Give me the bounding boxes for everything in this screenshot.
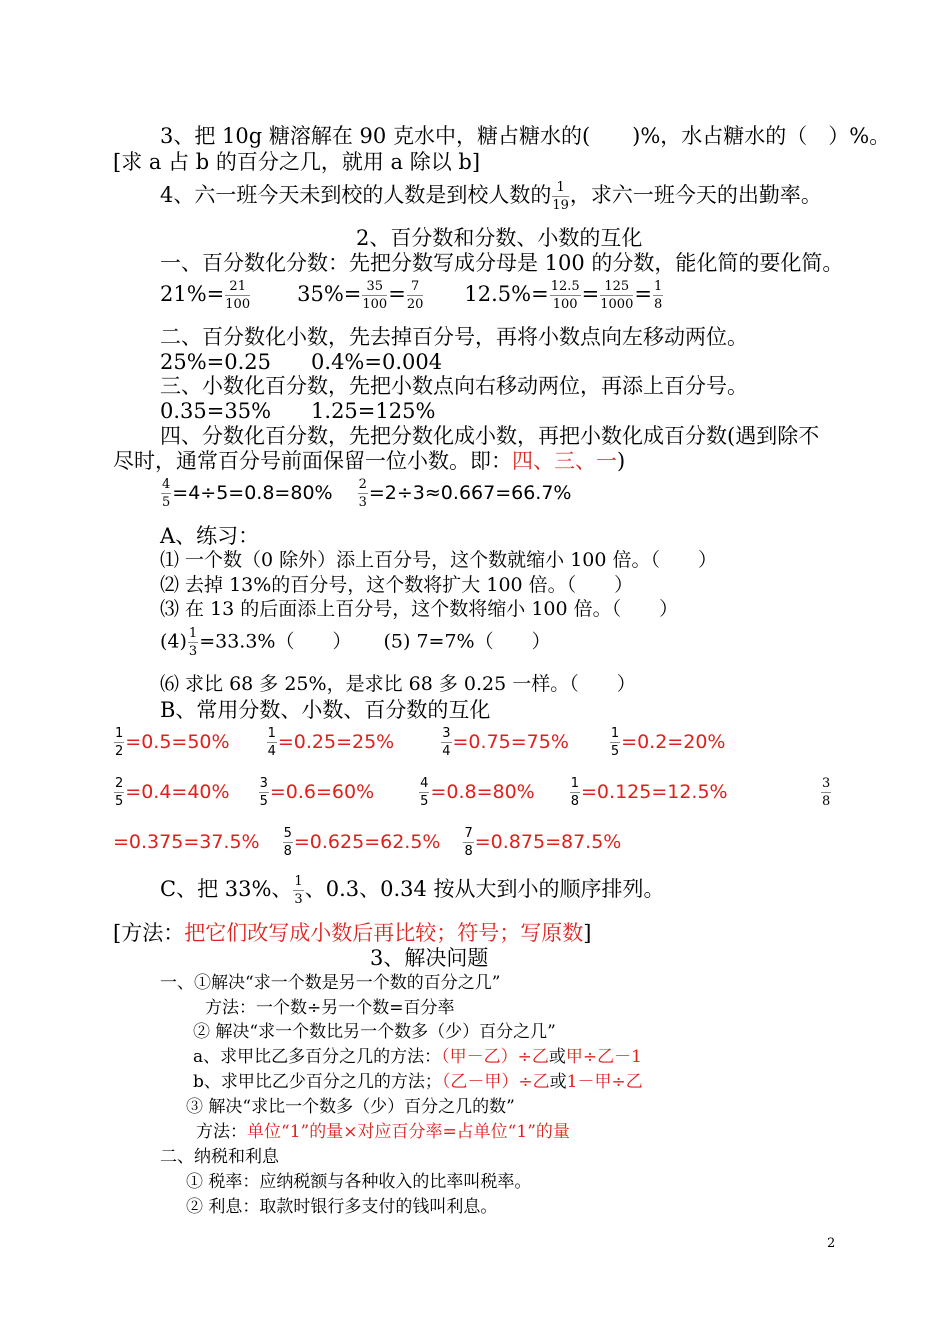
example-decimal-to-percent [160,401,435,422]
fraction: $\frac{12.5}{100}$ [550,279,580,312]
practice-item-6: ⑹ 求比 68 多 25%，是求比 68 多 0.25 一样。（ ） [160,673,636,695]
example-text: =2÷3≈0.667=66.7% [368,482,572,504]
fraction: $\frac{4}{5}$ [420,776,429,809]
fraction: $\frac{1}{5}$ [610,726,620,759]
fraction: $\frac{3}{5}$ [259,776,268,809]
example-text: 0.35=35% [160,399,272,423]
fraction: $\frac{125}{1000}$ [600,279,634,312]
fraction: $\frac{5}{8}$ [283,826,292,859]
conversion-value: =0.25=25% [277,731,395,753]
practice-item-2: ⑵ 去掉 13%的百分号，这个数将扩大 100 倍。（ ） [160,574,634,596]
conversion-value: =0.125=12.5% [581,781,728,803]
ordering-text-a: C、把 33%、 [160,877,293,901]
common-row-2-trailing-fraction [820,777,832,808]
solve-3-method: 方法：单位“1”的量×对应百分率=占单位“1”的量 [196,1122,570,1142]
question-4-text-b: ，求六一班今天的出勤率。 [569,183,822,207]
solve-2b: b、求甲比乙少百分之几的方法；（乙－甲）÷乙或1－甲÷乙 [193,1072,643,1092]
rule-fraction-to-percent-line1: 四、分数化百分数，先把分数化成小数，再把小数化成百分数(遇到除不 [160,424,820,448]
example-percent-to-fraction: 21%= $\frac{21}{100}$ 35%= $\frac{35}{100}$ = $\frac{7}{20}$ 12.5%= $\frac{12.5}{100}$ = $\frac{125}{1000}$ = $\frac{1}{8}$ [160,279,663,312]
conversion-value: =0.8=80% [430,781,535,803]
question-4-text-a: 4、六一班今天未到校的人数是到校人数的 [160,183,552,207]
example-percent-to-decimal [160,352,442,373]
fraction: $\frac{1}{3}$ [188,626,198,659]
fraction: $\frac{3}{4}$ [442,726,451,759]
fraction: $\frac{1}{3}$ [294,874,303,907]
rule-decimal-to-percent: 三、小数化百分数，先把小数点向右移动两位，再添上百分号。 [160,374,748,398]
fraction: $\frac{1}{8}$ [570,776,580,809]
solve-2: ② 解决“求一个数比另一个数多（少）百分之几” [193,1022,556,1042]
interest-definition: ② 利息：取款时银行多支付的钱叫利息。 [186,1197,498,1217]
practice-item-4-label: (4) [160,630,187,653]
conversion-value: =0.4=40% [125,781,230,803]
rule-percent-to-decimal: 二、百分数化小数，先去掉百分号，再将小数点向左移动两位。 [160,325,748,349]
section-2-title: 2、百分数和分数、小数的互化 [356,226,643,250]
practice-item-4-text: =33.3%（ ） [199,630,352,653]
example-text: 1.25=125% [311,399,436,423]
solve-1-method: 方法：一个数÷另一个数=百分率 [205,998,455,1018]
example-text: =4÷5=0.8=80% [172,482,333,504]
conversion-value: =0.2=20% [621,731,726,753]
tax-interest-title: 二、纳税和利息 [160,1147,279,1167]
example-text: 35%= [297,282,362,306]
formula: （甲－乙）÷乙 [441,1047,549,1067]
conversion-value: =0.5=50% [125,731,230,753]
fraction: $\frac{1}{19}$ [552,180,569,213]
example-fraction-to-percent [160,478,571,509]
common-row-3 [113,827,621,858]
solve-1: 一、①解决“求一个数是另一个数的百分之几” [160,973,501,993]
conversion-value: =0.75=75% [452,731,569,753]
fraction: $\frac{1}{4}$ [267,726,276,759]
practice-item-5: (5) 7=7%（ ） [383,630,551,653]
conversion-value: =0.6=60% [269,781,375,803]
common-conversions-title: B、常用分数、小数、百分数的互化 [160,698,491,722]
section-3-title: 3、解决问题 [370,946,489,970]
rule-emphasis: 四、三、一 [512,449,617,473]
conversion-value: =0.375=37.5% [113,831,260,853]
example-text: 21%= [160,282,225,306]
rule-text: 尽时，通常百分号前面保留一位小数。即： [113,449,512,473]
solve-3: ③ 解决“求比一个数多（少）百分之几的数” [186,1097,515,1117]
common-row-2 [113,777,728,808]
fraction: $\frac{2}{3}$ [358,477,367,510]
formula: 甲÷乙－1 [565,1047,642,1067]
fraction: $\frac{35}{100}$ [362,279,388,312]
fraction: $\frac{1}{2}$ [115,726,124,759]
practice-title: A、练习： [160,524,260,548]
fraction: $\frac{21}{100}$ [225,279,251,312]
formula: 1－甲÷乙 [566,1072,643,1092]
page-number: 2 [827,1236,836,1251]
fraction: $\frac{3}{8}$ [822,776,831,809]
example-text: 12.5%= [464,282,549,306]
common-row-1 [113,727,725,758]
formula: （乙－甲）÷乙 [441,1072,550,1092]
method-note: [方法：把它们改写成小数后再比较；符号；写原数] [113,921,592,945]
practice-item-1: ⑴ 一个数（0 除外）添上百分号，这个数就缩小 100 倍。（ ） [160,549,718,571]
rule-percent-to-fraction: 一、百分数化分数：先把分数写成分母是 100 的分数，能化简的要化简。 [160,251,844,275]
example-text: 25%=0.25 [160,350,272,374]
conversion-value: =0.625=62.5% [293,831,441,853]
fraction: $\frac{1}{8}$ [653,279,663,312]
fraction: $\frac{7}{20}$ [406,279,424,312]
fraction: $\frac{7}{8}$ [464,826,473,859]
tax-rate-definition: ① 税率：应纳税额与各种收入的比率叫税率。 [186,1172,532,1192]
method-emphasis: 把它们改写成小数后再比较；符号；写原数 [184,921,584,945]
rule-fraction-to-percent-line2: 尽时，通常百分号前面保留一位小数。即：四、三、一) [113,449,626,473]
fraction: $\frac{4}{5}$ [162,477,171,510]
formula: 单位“1”的量×对应百分率=占单位“1”的量 [247,1122,570,1142]
practice-item-3: ⑶ 在 13 的后面添上百分号，这个数将缩小 100 倍。（ ） [160,598,679,620]
example-text: 0.4%=0.004 [311,350,443,374]
solve-2a: a、求甲比乙多百分之几的方法：（甲－乙）÷乙或甲÷乙－1 [193,1047,642,1067]
fraction: $\frac{2}{5}$ [115,776,124,809]
question-3: 3、把 10g 糖溶解在 90 克水中，糖占糖水的( )%，水占糖水的（ ）%。 [160,124,891,148]
question-4 [160,181,822,212]
conversion-value: =0.875=87.5% [474,831,622,853]
ordering-text-b: 、0.3、0.34 按从大到小的顺序排列。 [304,877,665,901]
practice-item-4-5 [160,627,551,658]
question-3-hint: [求 a 占 b 的百分之几，就用 a 除以 b] [113,150,481,174]
ordering-exercise [160,875,665,906]
